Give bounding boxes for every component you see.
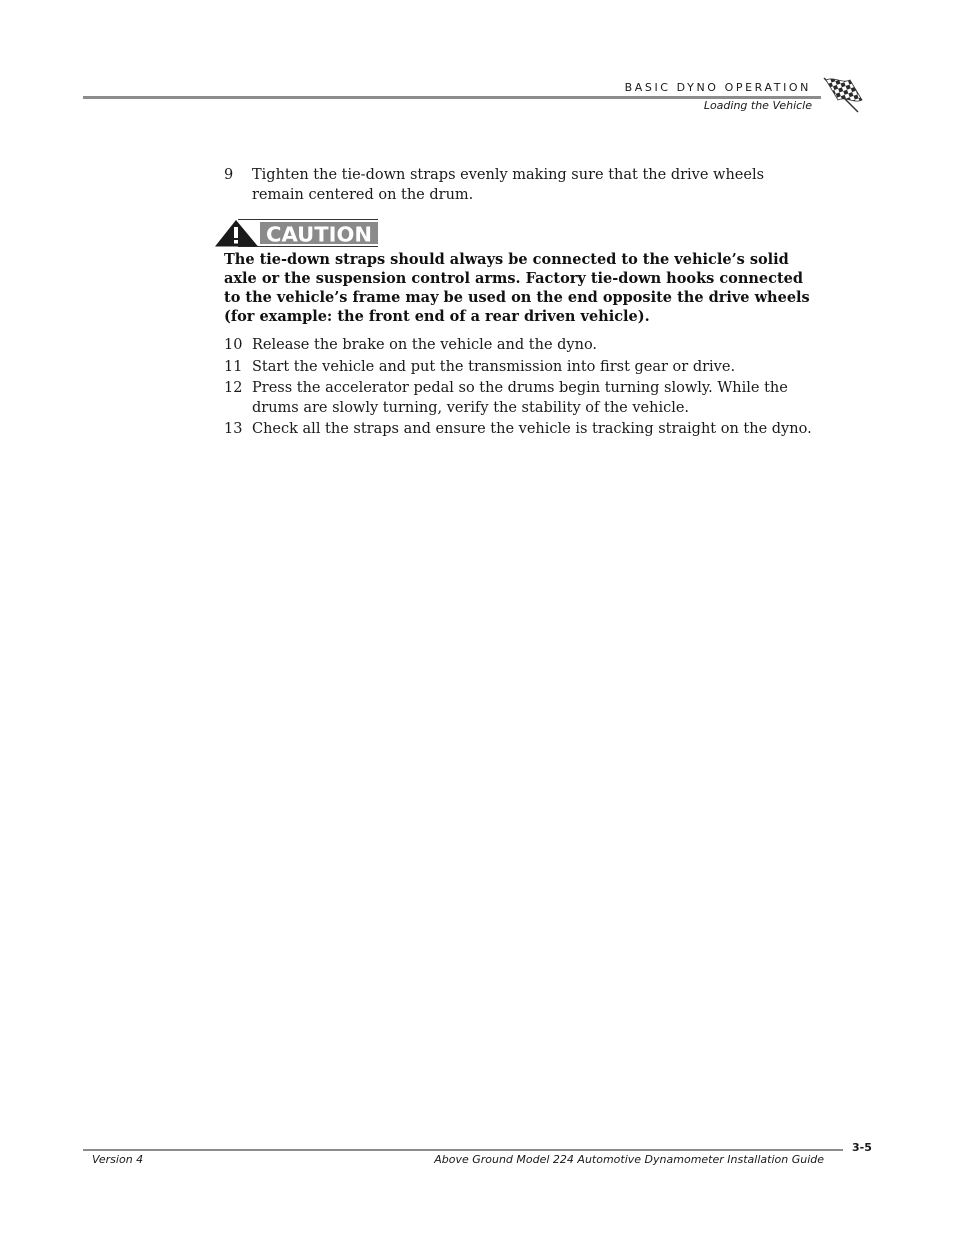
- step-text: Start the vehicle and put the transmission into first gear or drive.: [252, 359, 736, 375]
- checkered-flag-icon: [820, 74, 866, 114]
- list-item: [224, 420, 814, 440]
- step-text: Release the brake on the vehicle and the dyno.: [252, 337, 598, 353]
- subsection-title: Loading the Vehicle: [703, 99, 812, 112]
- step-number: 11: [224, 359, 243, 375]
- footer-document-title: Above Ground Model 224 Automotive Dynamometer Installation Guide: [434, 1153, 824, 1166]
- footer-rule: [83, 1149, 843, 1151]
- list-item: [224, 166, 814, 205]
- list-item: [224, 358, 814, 378]
- caution-text: The tie-down straps should always be connected to the vehicle’s solid axle or the suspension control arms. Factory tie-down hooks connected to the vehicle’s frame may be used on the end opposite the drive wheels (for example: the front end of a rear driven vehicle).: [224, 251, 810, 325]
- list-item: [224, 379, 814, 418]
- step-text: Tighten the tie-down straps evenly making sure that the drive wheels remain centered on the drum.: [252, 167, 765, 203]
- step-number: 9: [224, 167, 234, 183]
- step-number: 13: [224, 421, 243, 437]
- caution-label: CAUTION: [266, 222, 372, 247]
- list-item: [224, 336, 814, 356]
- step-text: Press the accelerator pedal so the drums begin turning slowly. While the drums are slowly turning, verify the stability of the vehicle.: [252, 380, 788, 416]
- caution-badge: [214, 218, 380, 248]
- page-number: 3-5: [852, 1141, 872, 1154]
- footer-version: Version 4: [92, 1153, 144, 1166]
- warning-triangle-icon: [215, 220, 258, 247]
- section-title: BASIC DYNO OPERATION: [624, 81, 811, 94]
- step-number: 12: [224, 380, 243, 396]
- step-text: Check all the straps and ensure the vehicle is tracking straight on the dyno.: [252, 421, 812, 437]
- step-number: 10: [224, 337, 243, 353]
